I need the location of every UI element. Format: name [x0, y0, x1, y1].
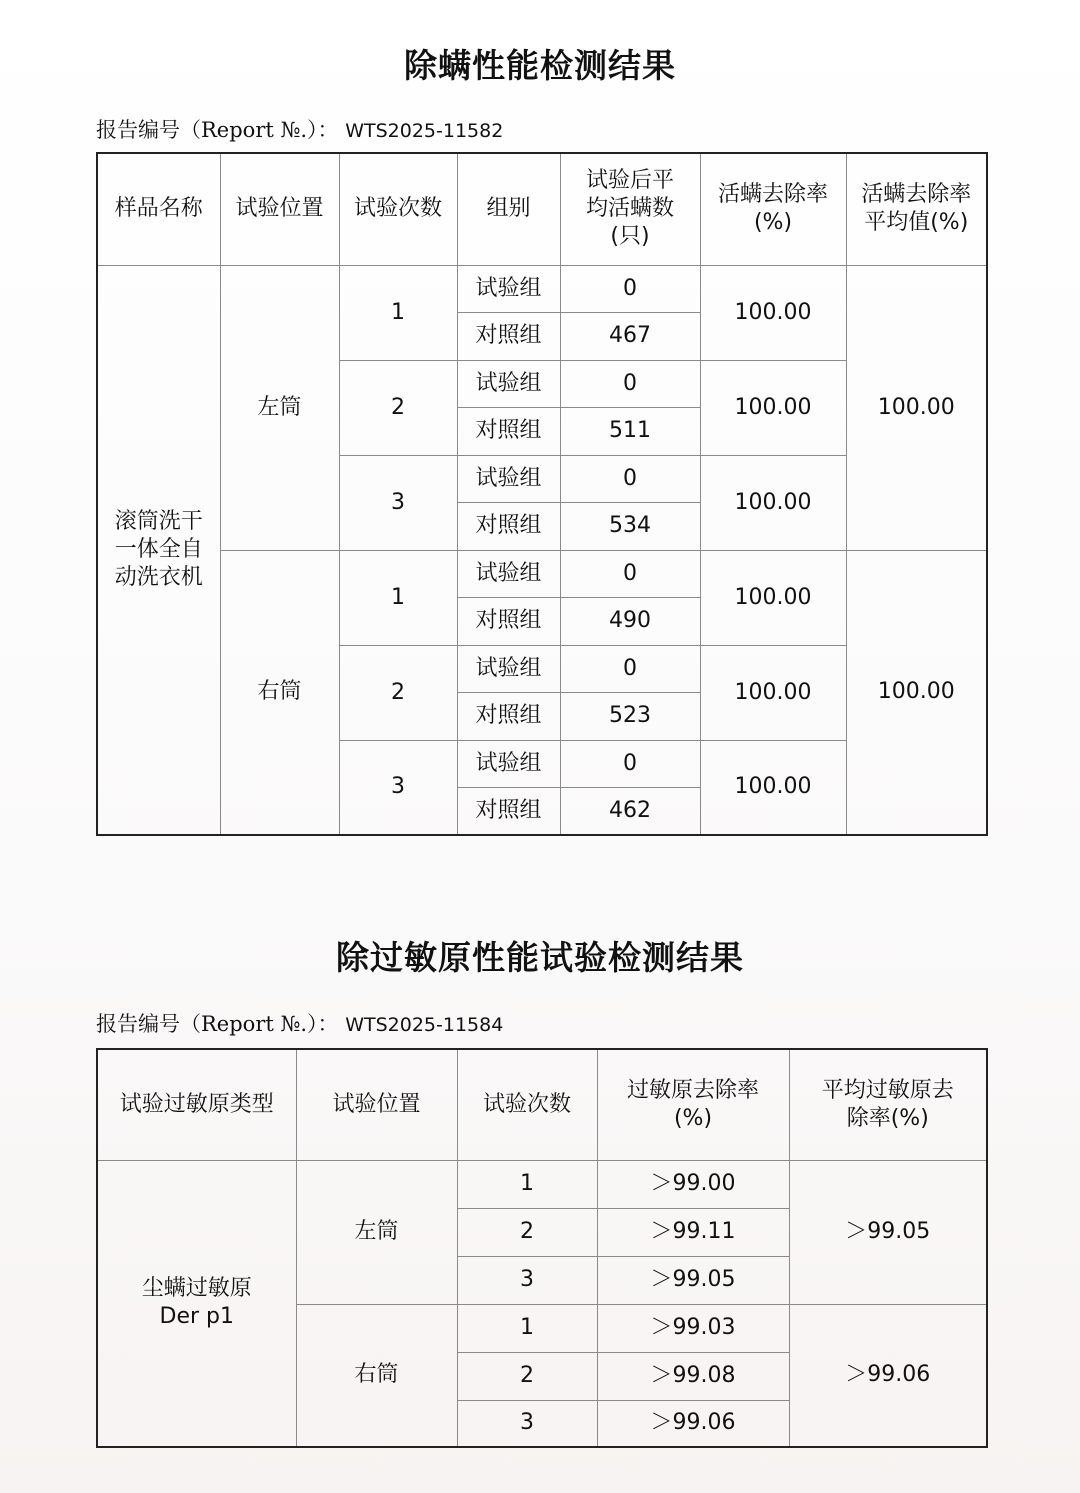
allergen-trial-no: 3	[457, 1400, 597, 1447]
mite-trial-no: 1	[339, 550, 457, 645]
mite-header-count: 试验后平均活螨数(只)	[560, 153, 700, 265]
mite-report-number: WTS2025-11582	[345, 120, 504, 142]
allergen-results-table	[96, 1048, 988, 1448]
mite-count: 523	[560, 692, 700, 740]
allergen-header-type: 试验过敏原类型	[97, 1049, 296, 1160]
allergen-trial-no: 1	[457, 1160, 597, 1208]
mite-rate: 100.00	[700, 360, 846, 455]
allergen-report-label: 报告编号（Report №.）：	[96, 1012, 339, 1036]
mite-group: 试验组	[457, 265, 560, 312]
mite-count: 511	[560, 407, 700, 455]
allergen-position: 左筒	[296, 1160, 457, 1304]
allergen-trial-no: 3	[457, 1256, 597, 1304]
mite-rate: 100.00	[700, 550, 846, 645]
allergen-title: 除过敏原性能试验检测结果	[336, 938, 744, 977]
allergen-rate: ＞99.00	[597, 1160, 789, 1208]
mite-group: 试验组	[457, 645, 560, 692]
mite-header-position: 试验位置	[220, 153, 339, 265]
allergen-position: 右筒	[296, 1304, 457, 1447]
mite-report-label: 报告编号（Report №.）：	[96, 118, 339, 142]
mite-header-trial: 试验次数	[339, 153, 457, 265]
mite-count: 0	[560, 265, 700, 312]
mite-count: 0	[560, 550, 700, 597]
allergen-report-number: WTS2025-11584	[345, 1014, 504, 1036]
mite-group: 试验组	[457, 550, 560, 597]
allergen-average: ＞99.06	[789, 1304, 987, 1447]
mite-group: 对照组	[457, 692, 560, 740]
allergen-rate: ＞99.03	[597, 1304, 789, 1352]
mite-group: 对照组	[457, 407, 560, 455]
mite-title: 除螨性能检测结果	[404, 46, 676, 85]
allergen-rate: ＞99.06	[597, 1400, 789, 1447]
mite-trial-no: 3	[339, 455, 457, 550]
mite-count: 0	[560, 740, 700, 787]
mite-count: 467	[560, 312, 700, 360]
allergen-average: ＞99.05	[789, 1160, 987, 1304]
allergen-trial-no: 2	[457, 1208, 597, 1256]
allergen-header-rate: 过敏原去除率(%)	[597, 1049, 789, 1160]
mite-header-sample: 样品名称	[97, 153, 220, 265]
mite-header-average: 活螨去除率平均值(%)	[846, 153, 987, 265]
allergen-header-position: 试验位置	[296, 1049, 457, 1160]
mite-count: 0	[560, 455, 700, 502]
allergen-header-trial: 试验次数	[457, 1049, 597, 1160]
mite-sample-name: 滚筒洗干一体全自动洗衣机	[97, 265, 220, 835]
mite-header-rate: 活螨去除率(%)	[700, 153, 846, 265]
mite-trial-no: 2	[339, 645, 457, 740]
mite-position: 右筒	[220, 550, 339, 835]
mite-rate: 100.00	[700, 645, 846, 740]
mite-group: 对照组	[457, 312, 560, 360]
mite-average: 100.00	[846, 265, 987, 550]
allergen-rate: ＞99.05	[597, 1256, 789, 1304]
allergen-rate: ＞99.11	[597, 1208, 789, 1256]
mite-rate: 100.00	[700, 740, 846, 835]
mite-position: 左筒	[220, 265, 339, 550]
mite-group: 试验组	[457, 360, 560, 407]
allergen-type: 尘螨过敏原 Der p1	[97, 1160, 296, 1447]
allergen-rate: ＞99.08	[597, 1352, 789, 1400]
mite-group: 对照组	[457, 502, 560, 550]
allergen-trial-no: 1	[457, 1304, 597, 1352]
mite-group: 试验组	[457, 455, 560, 502]
mite-rate: 100.00	[700, 265, 846, 360]
allergen-report-line	[96, 1008, 503, 1038]
mite-count: 0	[560, 645, 700, 692]
mite-rate: 100.00	[700, 455, 846, 550]
mite-count: 534	[560, 502, 700, 550]
mite-group: 对照组	[457, 787, 560, 835]
mite-group: 对照组	[457, 597, 560, 645]
mite-trial-no: 3	[339, 740, 457, 835]
mite-count: 490	[560, 597, 700, 645]
mite-average: 100.00	[846, 550, 987, 835]
mite-trial-no: 1	[339, 265, 457, 360]
mite-results-table	[96, 152, 988, 836]
mite-count: 0	[560, 360, 700, 407]
mite-count: 462	[560, 787, 700, 835]
allergen-trial-no: 2	[457, 1352, 597, 1400]
mite-header-group: 组别	[457, 153, 560, 265]
allergen-header-average: 平均过敏原去除率(%)	[789, 1049, 987, 1160]
mite-trial-no: 2	[339, 360, 457, 455]
mite-report-line	[96, 114, 503, 144]
mite-group: 试验组	[457, 740, 560, 787]
